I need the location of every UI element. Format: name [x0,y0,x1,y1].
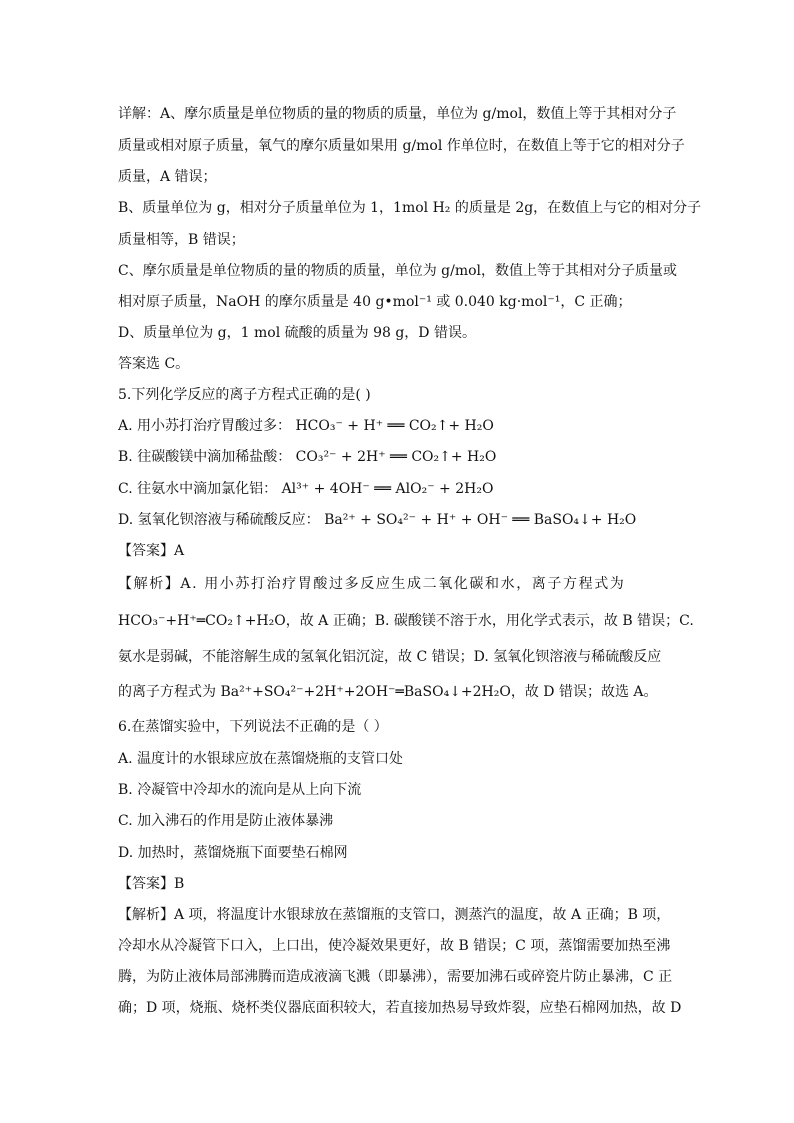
analysis-line: 氨水是弱碱，不能溶解生成的氢氧化铝沉淀，故 C 错误；D. 氢氧化钡溶液与稀硫酸反应 [118,649,662,665]
answer-label: 【答案】A [118,543,185,559]
analysis-line: HCO₃⁻+H⁺═CO₂↑+H₂O，故 A 正确；B. 碳酸镁不溶于水，用化学式表示，故 B 错误；C. [118,613,694,629]
analysis-line: 的离子方程式为 Ba²⁺+SO₄²⁻+2H⁺+2OH⁻═BaSO₄↓+2H₂O，故 D 错误；故选 A。 [118,684,658,700]
option-d: D. 氢氧化钡溶液与稀硫酸反应： Ba²⁺ + SO₄²⁻ + H⁺ + OH⁻ ══ BaSO₄↓+ H₂O [118,512,637,528]
option-c: C. 往氨水中滴加氯化铝： Al³⁺ + 4OH⁻ ══ AlO₂⁻ + 2H₂O [118,481,494,497]
option-b: B. 往碳酸镁中滴加稀盐酸： CO₃²⁻ + 2H⁺ ══ CO₂↑+ H₂O [118,449,497,465]
analysis-line: 【解析】A. 用小苏打治疗胃酸过多反应生成二氧化碳和水，离子方程式为 [118,576,626,592]
question-6-title: 6.在蒸馏实验中，下列说法不正确的是（ ） [118,719,388,735]
text-line: 相对原子质量，NaOH 的摩尔质量是 40 g•mol⁻¹ 或 0.040 kg·mol⁻¹，C 正确； [118,294,632,310]
analysis-line: 冷却水从冷凝管下口入，上口出，使冷凝效果更好，故 B 错误；C 项，蒸馏需要加热至沸 [118,938,671,954]
text-line: C、摩尔质量是单位物质的量的物质的质量，单位为 g/mol，数值上等于其相对分子质量或 [118,263,678,279]
option-b: B. 冷凝管中冷却水的流向是从上向下流 [118,782,362,798]
option-a: A. 用小苏打治疗胃酸过多： HCO₃⁻ + H⁺ ══ CO₂↑+ H₂O [118,418,494,434]
text-line: 质量或相对原子质量，氧气的摩尔质量如果用 g/mol 作单位时，在数值上等于它的相对分子 [118,138,685,154]
text-line: 答案选 C。 [118,356,190,372]
text-line: D、质量单位为 g，1 mol 硫酸的质量为 98 g，D 错误。 [118,325,476,341]
text-line: 质量相等，B 错误； [118,232,245,248]
option-a: A. 温度计的水银球应放在蒸馏烧瓶的支管口处 [118,751,404,767]
text-line: 详解：A、摩尔质量是单位物质的量的物质的质量，单位为 g/mol，数值上等于其相对分子 [118,106,677,122]
analysis-line: 腾，为防止液体局部沸腾而造成液滴飞溅（即暴沸），需要加沸石或碎瓷片防止暴沸，C 正 [118,969,673,985]
analysis-line: 确；D 项，烧瓶、烧杯类仪器底面积较大，若直接加热易导致炸裂，应垫石棉网加热，故 D [118,1000,682,1016]
option-c: C. 加入沸石的作用是防止液体暴沸 [118,813,334,829]
analysis-line: 【解析】A 项，将温度计水银球放在蒸馏瓶的支管口，测蒸汽的温度，故 A 正确；B 项， [118,907,671,923]
option-d: D. 加热时，蒸馏烧瓶下面要垫石棉网 [118,845,348,861]
answer-label: 【答案】B [118,876,185,892]
text-line: B、质量单位为 g，相对分子质量单位为 1，1mol H₂ 的质量是 2g，在数值上与它的相对分子 [118,200,702,216]
text-line: 质量，A 错误； [118,169,217,185]
question-5-title: 5.下列化学反应的离子方程式正确的是( ) [118,387,371,403]
